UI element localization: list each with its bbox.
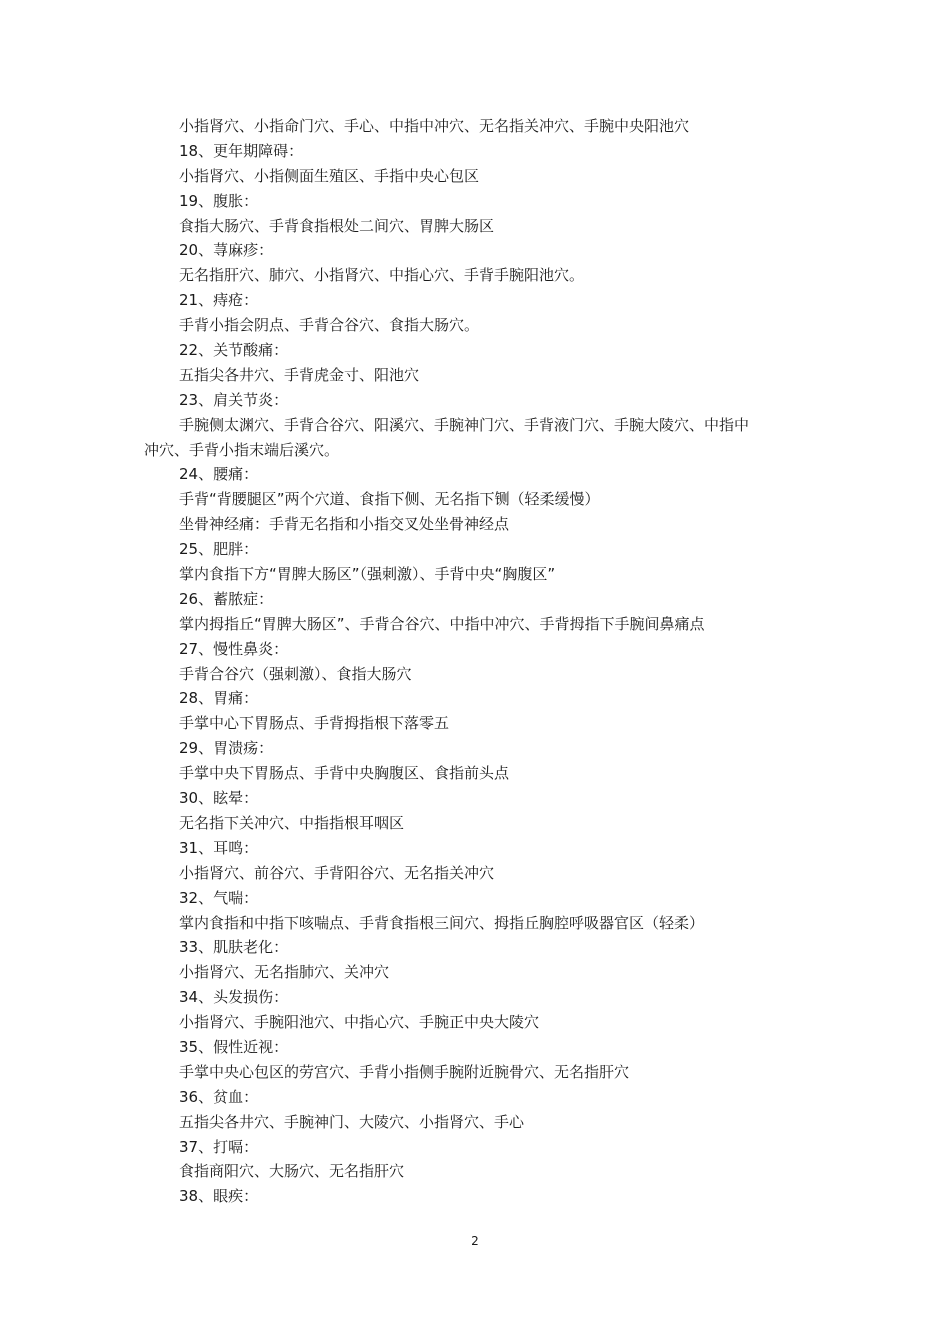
text-line: 掌内食指和中指下咳喘点、手背食指根三间穴、拇指丘胸腔呼吸器官区（轻柔）	[179, 913, 705, 932]
text-line: 无名指肝穴、肺穴、小指肾穴、中指心穴、手背手腕阳池穴。	[179, 266, 585, 285]
text-line: 手背小指会阴点、手背合谷穴、食指大肠穴。	[179, 316, 480, 335]
text-line: 手背“背腰腿区”两个穴道、食指下侧、无名指下铡（轻柔缓慢）	[179, 490, 600, 509]
text-line: 23、肩关节炎：	[179, 390, 289, 409]
text-line: 手背合谷穴（强刺激）、食指大肠穴	[179, 664, 412, 683]
text-line: 20、荨麻疹：	[179, 241, 274, 260]
text-line: 五指尖各井穴、手腕神门、大陵穴、小指肾穴、手心	[179, 1112, 525, 1131]
text-line: 34、头发损伤：	[179, 988, 289, 1007]
text-line: 21、痔疮：	[179, 291, 259, 310]
text-line: 小指肾穴、手腕阳池穴、中指心穴、手腕正中央大陵穴	[179, 1013, 540, 1032]
text-line: 掌内食指下方“胃脾大肠区”（强刺激）、手背中央“胸腹区”	[179, 565, 556, 584]
text-line: 29、胃溃疡：	[179, 739, 274, 758]
text-line: 32、气喘：	[179, 888, 259, 907]
text-line: 36、贫血：	[179, 1087, 259, 1106]
text-line: 手掌中央心包区的劳宫穴、手背小指侧手腕附近腕骨穴、无名指肝穴	[179, 1062, 630, 1081]
text-line: 掌内拇指丘“胃脾大肠区”、手背合谷穴、中指中冲穴、手背拇指下手腕间鼻痛点	[179, 614, 705, 633]
text-line: 35、假性近视：	[179, 1037, 289, 1056]
text-line: 小指肾穴、前谷穴、手背阳谷穴、无名指关冲穴	[179, 863, 495, 882]
text-line: 小指肾穴、无名指肺穴、关冲穴	[179, 963, 390, 982]
text-line: 22、关节酸痛：	[179, 341, 289, 360]
text-line: 手掌中央下胃肠点、手背中央胸腹区、食指前头点	[179, 764, 510, 783]
text-line: 19、腹胀：	[179, 191, 259, 210]
text-line: 冲穴、手背小指末端后溪穴。	[144, 440, 340, 459]
document-body	[144, 114, 814, 1209]
text-line: 26、蓄脓症：	[179, 589, 274, 608]
text-line: 30、眩晕：	[179, 789, 259, 808]
text-line: 33、肌肤老化：	[179, 938, 289, 957]
text-line: 37、打嗝：	[179, 1137, 259, 1156]
text-line: 31、耳鸣：	[179, 838, 259, 857]
text-line: 食指商阳穴、大肠穴、无名指肝穴	[179, 1162, 405, 1181]
text-line: 38、眼疾：	[179, 1187, 259, 1206]
text-line: 食指大肠穴、手背食指根处二间穴、胃脾大肠区	[179, 216, 495, 235]
text-line: 18、更年期障碍：	[179, 141, 304, 160]
text-line: 小指肾穴、小指命门穴、手心、中指中冲穴、无名指关冲穴、手腕中央阳池穴	[179, 117, 690, 135]
page-number: 2	[471, 1234, 479, 1248]
text-line: 五指尖各井穴、手背虎金寸、阳池穴	[179, 365, 420, 384]
text-line: 手掌中心下胃肠点、手背拇指根下落零五	[179, 714, 450, 733]
text-line: 28、胃痛：	[179, 689, 259, 708]
text-line: 坐骨神经痛：手背无名指和小指交叉处坐骨神经点	[179, 515, 510, 534]
text-line: 无名指下关冲穴、中指指根耳咽区	[179, 813, 405, 832]
text-line: 27、慢性鼻炎：	[179, 639, 289, 658]
text-line: 24、腰痛：	[179, 465, 259, 484]
text-line: 25、肥胖：	[179, 540, 259, 559]
text-line: 手腕侧太渊穴、手背合谷穴、阳溪穴、手腕神门穴、手背液门穴、手腕大陵穴、中指中	[179, 415, 750, 434]
text-line: 小指肾穴、小指侧面生殖区、手指中央心包区	[179, 166, 480, 185]
